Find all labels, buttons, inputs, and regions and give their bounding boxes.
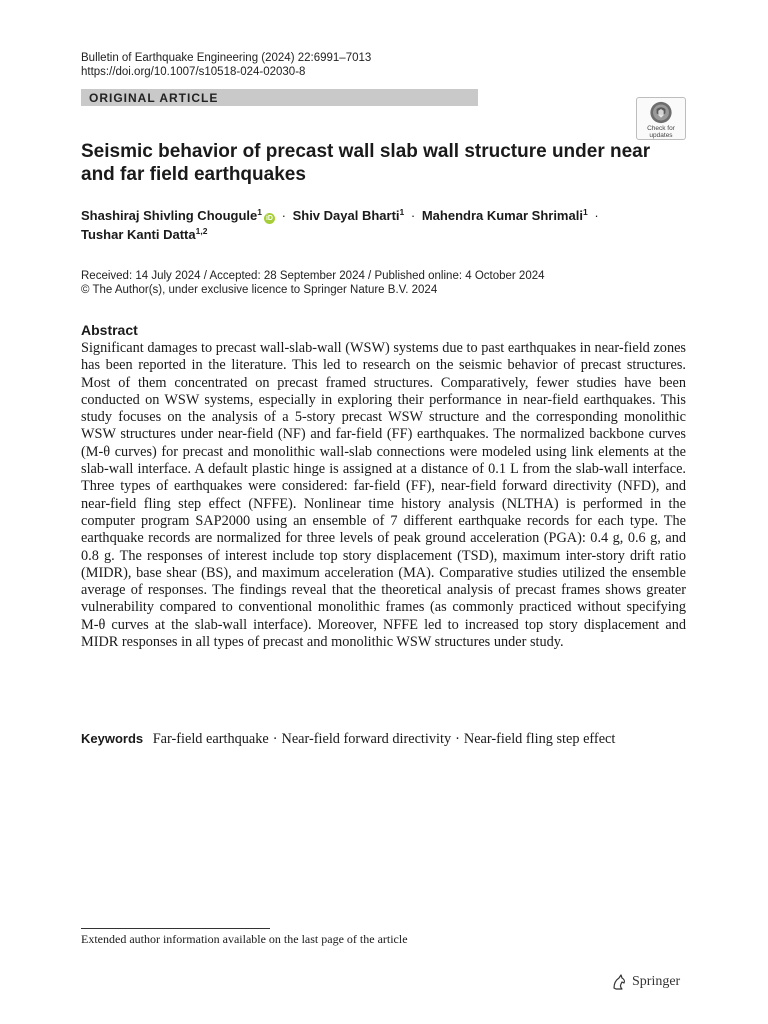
author-name[interactable]: Shashiraj Shivling Chougule (81, 208, 258, 223)
article-title: Seismic behavior of precast wall slab wall structure under near and far field earthquakes (81, 141, 651, 185)
author-affiliation: 1 (582, 207, 588, 217)
author-name[interactable]: Tushar Kanti Datta (81, 227, 196, 242)
check-for-updates-badge[interactable] (636, 97, 686, 140)
author-affiliation: 1 (399, 207, 405, 217)
article-type-band (81, 89, 478, 106)
author-name[interactable]: Mahendra Kumar Shrimali (421, 208, 583, 223)
springer-horse-icon (611, 974, 627, 990)
check-for-updates-icon (648, 101, 674, 124)
keyword-item: Far-field earthquake (152, 731, 269, 747)
keyword-separator: · (455, 731, 460, 747)
author-affiliation: 1,2 (195, 226, 208, 236)
article-type-label: ORIGINAL ARTICLE (89, 90, 219, 105)
abstract-text: Significant damages to precast wall-slab-wall (WSW) systems due to past earthquakes in near-field zones has been reported in the literature. This led to research on the seismic behavior of precast structures. Most of them concentrated on precast framed structures. Comparatively, fewer studies have been conducted on WSW systems, especially in exploring their performance in near-field earthquakes. This study focuses on the analysis of a 5-story precast WSW structure and the corresponding monolithic WSW structures under near-field (NF) and far-field (FF) earthquakes. The normalized backbone curves (M-θ curves) for precast and monolithic wall-slab connections were modeled using link elements at the slab-wall interface. A default plastic hinge is assigned at a distance of 0.1 L from the slab-wall interface. Three types of earthquakes were considered: far-field (FF), near-field forward directivity (NFD), and near-field fling step effect (NFFE). Nonlinear time history analysis (NLTHA) is performed in the computer program SAP2000 using an ensemble of 7 different earthquake records for each type. The earthquake records are normalized for three levels of peak ground acceleration (PGA): 0.4 g, 0.6 g, and 0.8 g. The responses of interest include top story displacement (TSD), maximum inter-story drift ratio (MIDR), base shear (BS), and maximum acceleration (MA). Comparative studies utilized the ensemble average of responses. The findings reveal that the theoretical analysis of precast frames shows greater vulnerability compared to conventional monolithic frames (as commonly practiced without specifying M-θ curves at the slab-wall interface). Moreover, NFFE led to increased top story displacement and MIDR responses in all types of precast and monolithic WSW structures under study. (81, 340, 686, 651)
publication-history: Received: 14 July 2024 / Accepted: 28 September 2024 / Published online: 4 October 2024 (81, 270, 545, 282)
footnote-divider (81, 928, 270, 929)
author-separator: · (281, 208, 286, 223)
publisher-name: Springer (632, 974, 681, 989)
author-separator: · (410, 208, 416, 223)
orcid-icon[interactable]: iD (265, 215, 273, 222)
keywords-label: Keywords (81, 731, 144, 746)
author-separator: · (594, 208, 599, 223)
keyword-separator: · (272, 731, 278, 747)
copyright-notice: © The Author(s), under exclusive licence to Springer Nature B.V. 2024 (81, 284, 438, 296)
author-list (81, 206, 681, 244)
keyword-item: Near-field fling step effect (463, 731, 616, 747)
author-name[interactable]: Shiv Dayal Bharti (292, 208, 400, 223)
keyword-item: Near-field forward directivity (281, 731, 452, 747)
footnote-text: Extended author information available on the last page of the article (81, 932, 408, 946)
doi-link[interactable]: https://doi.org/10.1007/s10518-024-02030-8 (81, 66, 306, 78)
keywords-section (81, 730, 686, 749)
check-for-updates-label: Check for updates (647, 125, 675, 139)
abstract-heading: Abstract (81, 322, 138, 338)
publisher-logo (611, 974, 680, 990)
author-affiliation: 1 (257, 207, 262, 217)
journal-reference: Bulletin of Earthquake Engineering (2024) 22:6991–7013 (81, 52, 372, 64)
